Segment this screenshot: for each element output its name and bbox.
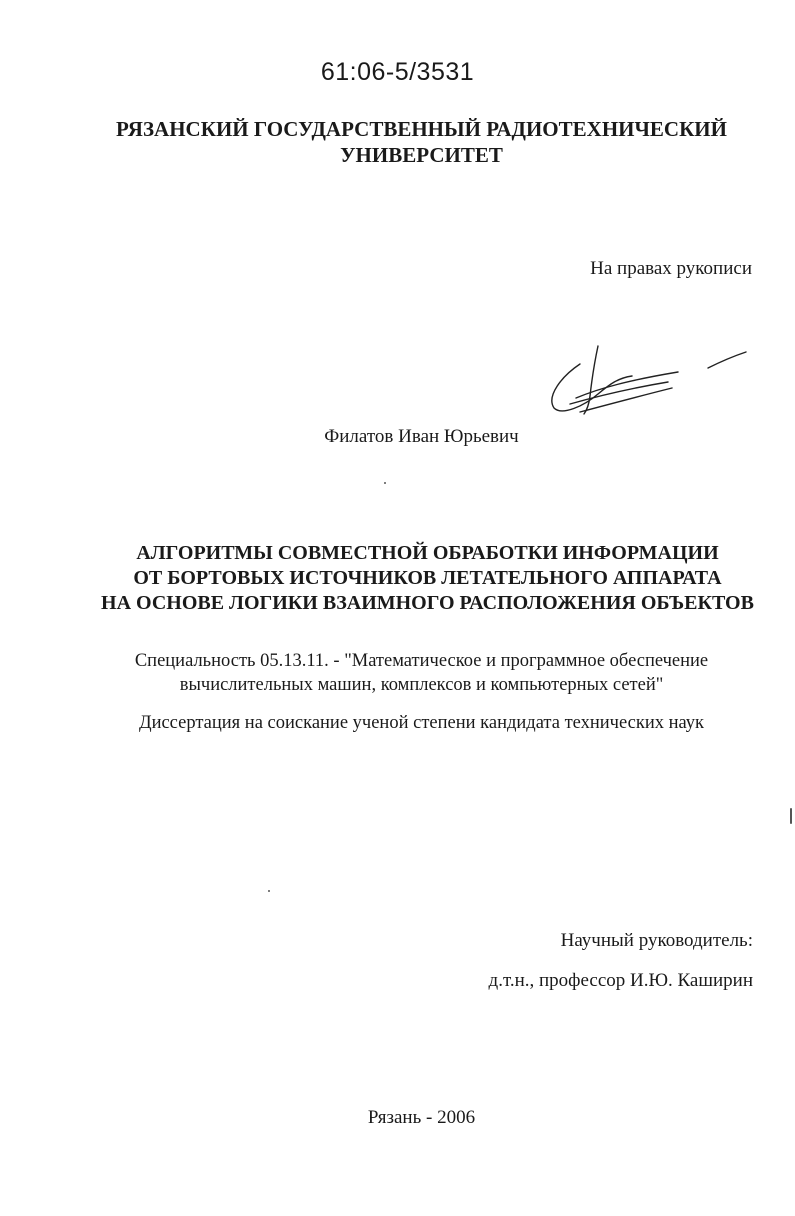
title-line-1: АЛГОРИТМЫ СОВМЕСТНОЙ ОБРАБОТКИ ИНФОРМАЦИИ <box>136 542 719 564</box>
signature-icon <box>540 340 760 420</box>
author-name: Филатов Иван Юрьевич <box>324 426 519 447</box>
supervisor-label: Научный руководитель: <box>560 930 753 951</box>
specialty-line-1: Специальность 05.13.11. - "Математическое и программное обеспечение <box>134 651 709 671</box>
scan-speck <box>268 890 270 892</box>
university-line-1: РЯЗАНСКИЙ ГОСУДАРСТВЕННЫЙ РАДИОТЕХНИЧЕСКИЙ <box>116 117 727 141</box>
university-line-2: УНИВЕРСИТЕТ <box>340 143 503 167</box>
catalog-number: 61:06-5/3531 <box>320 58 475 86</box>
university-name <box>0 116 795 168</box>
scan-speck <box>384 482 386 484</box>
scan-mark <box>790 808 792 824</box>
supervisor-name: д.т.н., профессор И.Ю. Каширин <box>488 970 753 991</box>
title-line-3: НА ОСНОВЕ ЛОГИКИ ВЗАИМНОГО РАСПОЛОЖЕНИЯ ОБЪЕКТОВ <box>101 592 754 614</box>
rights-note: На правах рукописи <box>590 258 752 279</box>
specialty-line-2: вычислительных машин, комплексов и компьютерных сетей" <box>179 675 664 695</box>
dissertation-note: Диссертация на соискание ученой степени кандидата технических наук <box>138 713 705 733</box>
title-line-2: ОТ БОРТОВЫХ ИСТОЧНИКОВ ЛЕТАТЕЛЬНОГО АППАРАТА <box>133 567 722 589</box>
dissertation-title <box>0 541 795 616</box>
city-year: Рязань - 2006 <box>367 1107 476 1128</box>
specialty <box>0 649 795 697</box>
